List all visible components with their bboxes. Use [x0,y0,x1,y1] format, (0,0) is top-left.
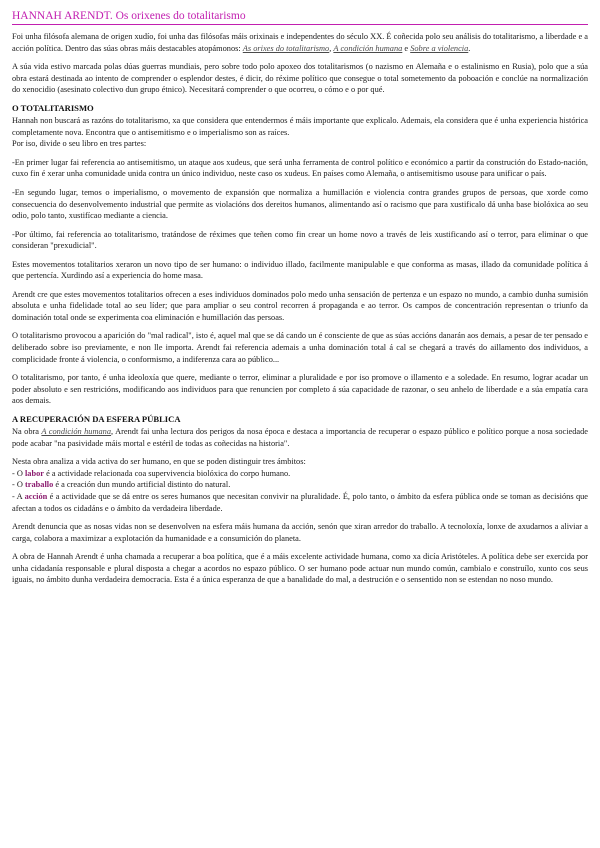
section-heading-esfera-publica: A RECUPERACIÓN DA ESFERA PÚBLICA [12,413,181,424]
paragraph: Por iso, divide o seu libro en tres partes: [12,139,147,149]
work-link-condicion-humana[interactable]: A condición humana [333,43,403,53]
list-item-traballo: - O traballo é a creación dun mundo artificial distinto do natural. [12,480,231,490]
page-title: HANNAH ARENDT. Os orixenes do totalitarismo [12,10,588,25]
activities-list [12,456,588,514]
intro-paragraph-2: A súa vida estivo marcada polas dúas guerras mundiais, pero sobre todo polo apoxeo dos totalitarismos (o nazismo en Alemaña e o estalinismo en Rusia), polo que a súa obra estará destinada ao intento de comprender o esplendor destes, é dicir, do réxime político que consegue o total sometemento da poboación e conclúe na normalización do xenocidio (asesinato colectivo dun grupo étnico). Necesitará comprender o que ocorreu, o cómo e o por qué. [12,62,588,95]
paragraph: Hannah non buscará as razóns do totalitarismo, xa que considera que entendermos é máis importante que explicalo. Ademais, ela considera que é unha experiencia histórica completamente nova. Encontra que o antisemitismo e o imperialismo son as raíces. [12,116,588,137]
work-link-orixes[interactable]: As orixes do totalitarismo [242,43,330,53]
paragraph-antisemitismo: -En primer lugar fai referencia ao antisemitismo, un ataque aos xudeus, que será unha ferramenta de control político e económico a partir da construción do Estado-nación, cuxo fin é xerar unha comunidade unida contra un único individuo, neste caso os xudeus. En países como Alemaña, o antisemitismo usouse para unificar o país. [12,157,588,179]
list-item-accion: - A acción é a actividade que se dá entre os seres humanos que necesitan convivir na pluralidade. É, polo tanto, o ámbito da esfera pública onde se toman as decisións que afectan a todos os cidadáns e o ámbito da verdadeira liberdade. [12,491,588,513]
paragraph: Arendt denuncia que as nosas vidas non se desenvolven na esfera máis humana da acción, senón que xiran arredor do traballo. A tecnoloxía, lonxe de axudarnos a aliviar a carga, colabora a maximizar a explotación da humanidade e a consumición do planeta. [12,522,588,543]
intro-paragraph-1: Foi unha filósofa alemana de origen xudío, foi unha das filósofas máis orixinais e independentes do século XX. É coñecida polo seu análisis do totalitarismo, a liberdade e a acción política. Dentro das súas obras máis destacables atopámonos: As orixes do totalitarismo, A condición humana e Sobre a violencia. [12,32,588,53]
paragraph: Na obra A condición humana, Arendt fai unha lectura dos perigos da nosa época e destaca a importancia de recuperar o espazo público e político porque a nosa sociedade pode acabar "na pasividade máis mortal e estéril de todas as coñecidas na historia". [12,427,589,448]
paragraph-imperialismo: -En segundo lugar, temos o imperialismo, o movemento de expansión que normaliza a humillación e violencia contra grandes grupos de persoas, que xorde como consecuencia do desenvolvemento industrial que permite as violacións dos dereitos humanos, alimentando así o racismo que para xustificalo dá unha base biolóxica ao seu odio, polo tanto, xustifícao mediante a ciencia. [12,187,588,221]
paragraph: O totalitarismo provocou a aparición do "mal radical", isto é, aquel mal que se dá cando un é consciente de que as súas accións danarán aos demais, a pesar de ter pensado e deliberado sobre iso previamente, e non lle importa. Arendt fai referencia ademais a unha dominación total á cal se chegará a través do aillamento dos individuos, a complicidade fronte á violencia, o conformismo, a indiferenza cara ao público... [12,331,588,364]
work-link-sobre-violencia[interactable]: Sobre a violencia [410,43,469,53]
list-item-labor: - O labor é a actividade relacionada coa supervivencia biolóxica do corpo humano. [12,468,291,478]
paragraph-totalitarismo: -Por último, fai referencia ao totalitarismo, tratándose de réximes que teñen como fin crear un home novo a través de leis xustificando así o terror, para eliminar o que consideran "prexudicial". [12,229,588,251]
paragraph: Estes movementos totalitarios xeraron un novo tipo de ser humano: o individuo illado, facilmente manipulable e que conforma as masas, illado da comunidade política á que pertencía. Xurdindo así a experiencia do home masa. [12,259,588,281]
paragraph: A obra de Hannah Arendt é unha chamada a recuperar a boa política, que é a máis excelente actividade humana, como xa dicía Aristóteles. A política debe ser exercida por unha cidadanía responsable e plural disposta a chegar a acordos no espazo público. O ser humano pode actuar nun mundo común, cambialo e construílo, xunto cos seus iguais, no ámbito dunha verdadeira democracia. Esta é a única esperanza de que a banalidade do mal, a destrución e o sensentido non se estendan no noso mundo. [12,552,588,585]
section-heading-totalitarismo: O TOTALITARISMO [12,102,94,113]
activities-intro: Nesta obra analiza a vida activa do ser humano, en que se poden distinguir tres ámbitos: [12,457,306,467]
work-link-condicion-humana-2[interactable]: A condición humana [41,427,112,437]
paragraph: Arendt cre que estes movementos totalitarios ofrecen a eses individuos dominados polo medo unha sensación de pertenza e un espazo no mundo, a cambio dunha sumisión absoluta e unha fidelidade total ao seu líder; que para ampliar o seu control recorren á propaganda e ao terror. Os campos de concentración representan o triunfo da dominación total onde se experimenta coa eliminación e humillación das persoas. [12,289,588,322]
paragraph: O totalitarismo, por tanto, é unha ideoloxía que quere, mediante o terror, eliminar a pluralidade e por iso promove o illamento e a soledade. En resumo, lograr acadar un poder absoluto e sen restricións, modificando aos individuos para que renuncien por completo á súa capacidade de razonar, o seu anhelo de liberdade e a súa empatía cara aos demais. [12,373,588,406]
